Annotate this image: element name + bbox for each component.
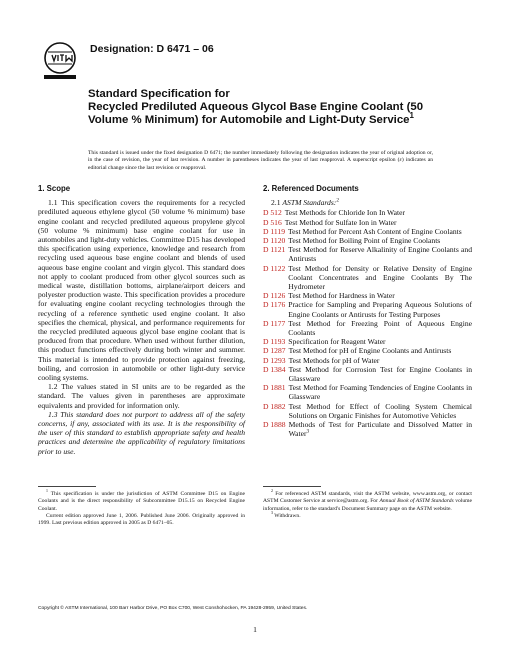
reference-code-link[interactable]: D 1293 [263, 355, 286, 365]
footnote-2-italic: Annual Book of ASTM Standards [379, 498, 454, 505]
scope-paragraph-1-2: 1.2 The values stated in SI units are to be regarded as the standard. The values given in parentheses are approximate equivalents and provided for information only. [38, 382, 245, 410]
reference-title [285, 218, 472, 227]
reference-title [288, 300, 472, 318]
astm-logo [38, 38, 82, 82]
title-label: Standard Specification for [88, 88, 230, 100]
reference-item [263, 383, 472, 401]
astm-standards-footnote-mark: 2 [336, 197, 339, 204]
reference-title-text: Test Methods for pH of Water [288, 355, 380, 365]
reference-item [263, 245, 472, 263]
astm-standards-number: 2.1 [271, 198, 281, 208]
reference-code-link[interactable]: D 1287 [263, 346, 286, 356]
reference-code-link[interactable]: D 1384 [263, 364, 286, 374]
reference-item [263, 337, 472, 346]
astm-standards-label [263, 198, 472, 207]
footnote-3-text: Withdrawn. [274, 512, 301, 519]
reference-code-link[interactable]: D 1193 [263, 337, 286, 347]
reference-code-link[interactable]: D 1120 [263, 236, 286, 246]
designation: Designation: D 6471 – 06 [90, 43, 214, 55]
reference-title [288, 319, 472, 337]
title-block [88, 88, 433, 127]
footnote-edition: Current edition approved June 1, 2006. Published June 2006. Originally approved in 1999. Last previous edition approved in 2005 as D 6471–05. [38, 512, 245, 527]
reference-title [289, 420, 472, 438]
footnote-rule-left [38, 486, 96, 487]
scope-section [38, 184, 245, 456]
reference-title [288, 236, 472, 245]
reference-title-text: Test Method for Sulfate Ion in Water [284, 217, 397, 227]
reference-footnote-mark: 3 [306, 428, 310, 435]
footnote-2-text-a: For referenced ASTM standards, visit the ASTM website, www.astm.org, or contact ASTM Customer Service at service@astm.org. For [263, 491, 472, 505]
reference-item [263, 264, 472, 292]
reference-item [263, 346, 472, 355]
reference-item [263, 319, 472, 337]
footnote-1 [38, 491, 245, 513]
reference-code-link[interactable]: D 512 [263, 208, 282, 218]
reference-list [263, 208, 472, 438]
reference-title-text: Test Method for Corrosion Test for Engine Coolants in Glassware [288, 364, 472, 384]
reference-item [263, 208, 472, 217]
reference-item [263, 365, 472, 383]
reference-title-text: Methods of Test for Particulate and Dissolved Matter in Water [288, 420, 472, 439]
footnote-3 [263, 513, 472, 520]
astm-standards-text: ASTM Standards: [282, 198, 337, 208]
reference-code-link[interactable]: D 1121 [263, 245, 286, 255]
title-footnote-mark: 1 [409, 111, 414, 120]
reference-item [263, 402, 472, 420]
reference-code-link[interactable]: D 1122 [263, 263, 286, 273]
reference-item [263, 356, 472, 365]
reference-title [289, 356, 472, 365]
reference-title-text: Test Method for Percent Ash Content of Engine Coolants [288, 226, 462, 236]
copyright-notice: Copyright © ASTM International, 100 Barr Harbor Drive, PO Box C700, West Conshohocken, PA 19428-2959, United States. [38, 606, 308, 611]
title-main [88, 101, 433, 127]
reference-title [289, 346, 472, 355]
footnotes-left [38, 491, 245, 527]
reference-title-text: Practice for Sampling and Preparing Aqueous Solutions of Engine Coolants or Antirusts for Testing Purposes [288, 300, 472, 319]
scope-paragraph-1-1: 1.1 This specification covers the requirements for a recycled prediluted aqueous ethylene glycol (50 volume % minimum) base engine coolant and recycled prediluted aqueous propylene glycol (50 volume % minimum) base engine coolant for use in automobiles and light-duty vehicles. Committee D15 has developed this specification using experience, knowledge and research from recycling used aqueous base engine coolant and blends of used aqueous base engine coolant and virgin glycol. This standard does not apply to coolant produced from other glycol sources such as medical waste, distillation bottoms, airplane/airport deicers and polyester production waste. This specification provides a procedure for evaluating engine coolant recycling technologies through the recycling of a reference synthetic used engine coolant. It also specifies the chemical, physical, and performance requirements for the recycled prediluted aqueous glycol base engine coolant that is produced from that procedure. When used without further dilution, this product functions effectively during both winter and summer. This material is intended to provide protection against freezing, boiling, and corrosion in automobile or other light-duty service cooling systems. [38, 198, 245, 383]
reference-title-text: Specification for Reagent Water [288, 337, 386, 347]
footnotes-right [263, 491, 472, 520]
footnote-1-text: This specification is under the jurisdiction of ASTM Committee D15 on Engine Coolants and is the direct responsibility of Subcommittee D15.15 on Recycled Engine Coolant. [38, 491, 245, 512]
footnote-3-mark: 3 [271, 511, 273, 516]
reference-title [288, 245, 472, 263]
reference-title-text: Test Method for Effect of Cooling System Chemical Solutions on Organic Finishes for Automotive Vehicles [288, 401, 472, 420]
reference-title [288, 227, 472, 236]
reference-code-link[interactable]: D 1882 [263, 401, 286, 411]
scope-heading: 1. Scope [38, 184, 71, 193]
reference-code-link[interactable]: D 1176 [263, 300, 286, 310]
footnote-1-mark: 1 [46, 489, 48, 494]
reference-title [285, 208, 472, 217]
reference-item [263, 420, 472, 438]
reference-code-link[interactable]: D 1119 [263, 226, 286, 236]
reference-title-text: Test Methods for Chloride Ion In Water [284, 208, 405, 218]
reference-item [263, 227, 472, 236]
reference-code-link[interactable]: D 1888 [263, 420, 286, 430]
reference-title-text: Test Method for Reserve Alkalinity of Engine Coolants and Antirusts [288, 245, 472, 264]
reference-title-text: Test Method for Boiling Point of Engine Coolants [288, 236, 441, 246]
reference-code-link[interactable]: D 1177 [263, 318, 286, 328]
references-heading: 2. Referenced Documents [263, 184, 359, 193]
reference-code-link[interactable]: D 1126 [263, 291, 286, 301]
page-number: 1 [253, 625, 257, 634]
title-main-text: Recycled Prediluted Aqueous Glycol Base Engine Coolant (50 Volume % Minimum) for Automobile and Light-Duty Service [88, 101, 424, 126]
reference-title [288, 337, 472, 346]
reference-title-text: Test Method for Hardness in Water [288, 291, 395, 301]
reference-title [288, 264, 472, 292]
reference-title-text: Test Method for Freezing Point of Aqueous Engine Coolants [288, 318, 472, 338]
scope-paragraph-1-3: 1.3 This standard does not purport to address all of the safety concerns, if any, associated with its use. It is the responsibility of the user of this standard to establish appropriate safety and health practices and determine the applicability of regulatory limitations prior to use. [38, 409, 245, 456]
reference-item [263, 291, 472, 300]
footnote-2-text-b: volume information, refer to the standard's Document Summary page on the ASTM website. [263, 498, 472, 512]
issuance-notice: This standard is issued under the fixed designation D 6471; the number immediately following the designation indicates the year of original adoption or, in the case of revision, the year of last revision. A number in parentheses indicates the year of last reapproval. A superscript epsilon (ε) indicates an editorial change since the last revision or reapproval. [88, 150, 433, 171]
reference-title [288, 291, 472, 300]
reference-code-link[interactable]: D 1881 [263, 383, 286, 393]
reference-title [289, 402, 472, 420]
reference-title [289, 365, 472, 383]
reference-code-link[interactable]: D 516 [263, 217, 282, 227]
footnote-rule-right [263, 486, 321, 487]
reference-title [289, 383, 472, 401]
reference-item [263, 218, 472, 227]
reference-title-text: Test Method for Density or Relative Density of Engine Coolant Concentrates and Engine Coolants By The Hydrometer [288, 263, 472, 292]
footnote-2-mark: 2 [271, 489, 273, 494]
reference-item [263, 300, 472, 318]
referenced-documents-section [263, 184, 472, 438]
reference-item [263, 236, 472, 245]
reference-title-text: Test Method for Foaming Tendencies of Engine Coolants in Glassware [288, 383, 472, 402]
reference-title-text: Test Method for pH of Engine Coolants and Antirusts [288, 346, 452, 356]
